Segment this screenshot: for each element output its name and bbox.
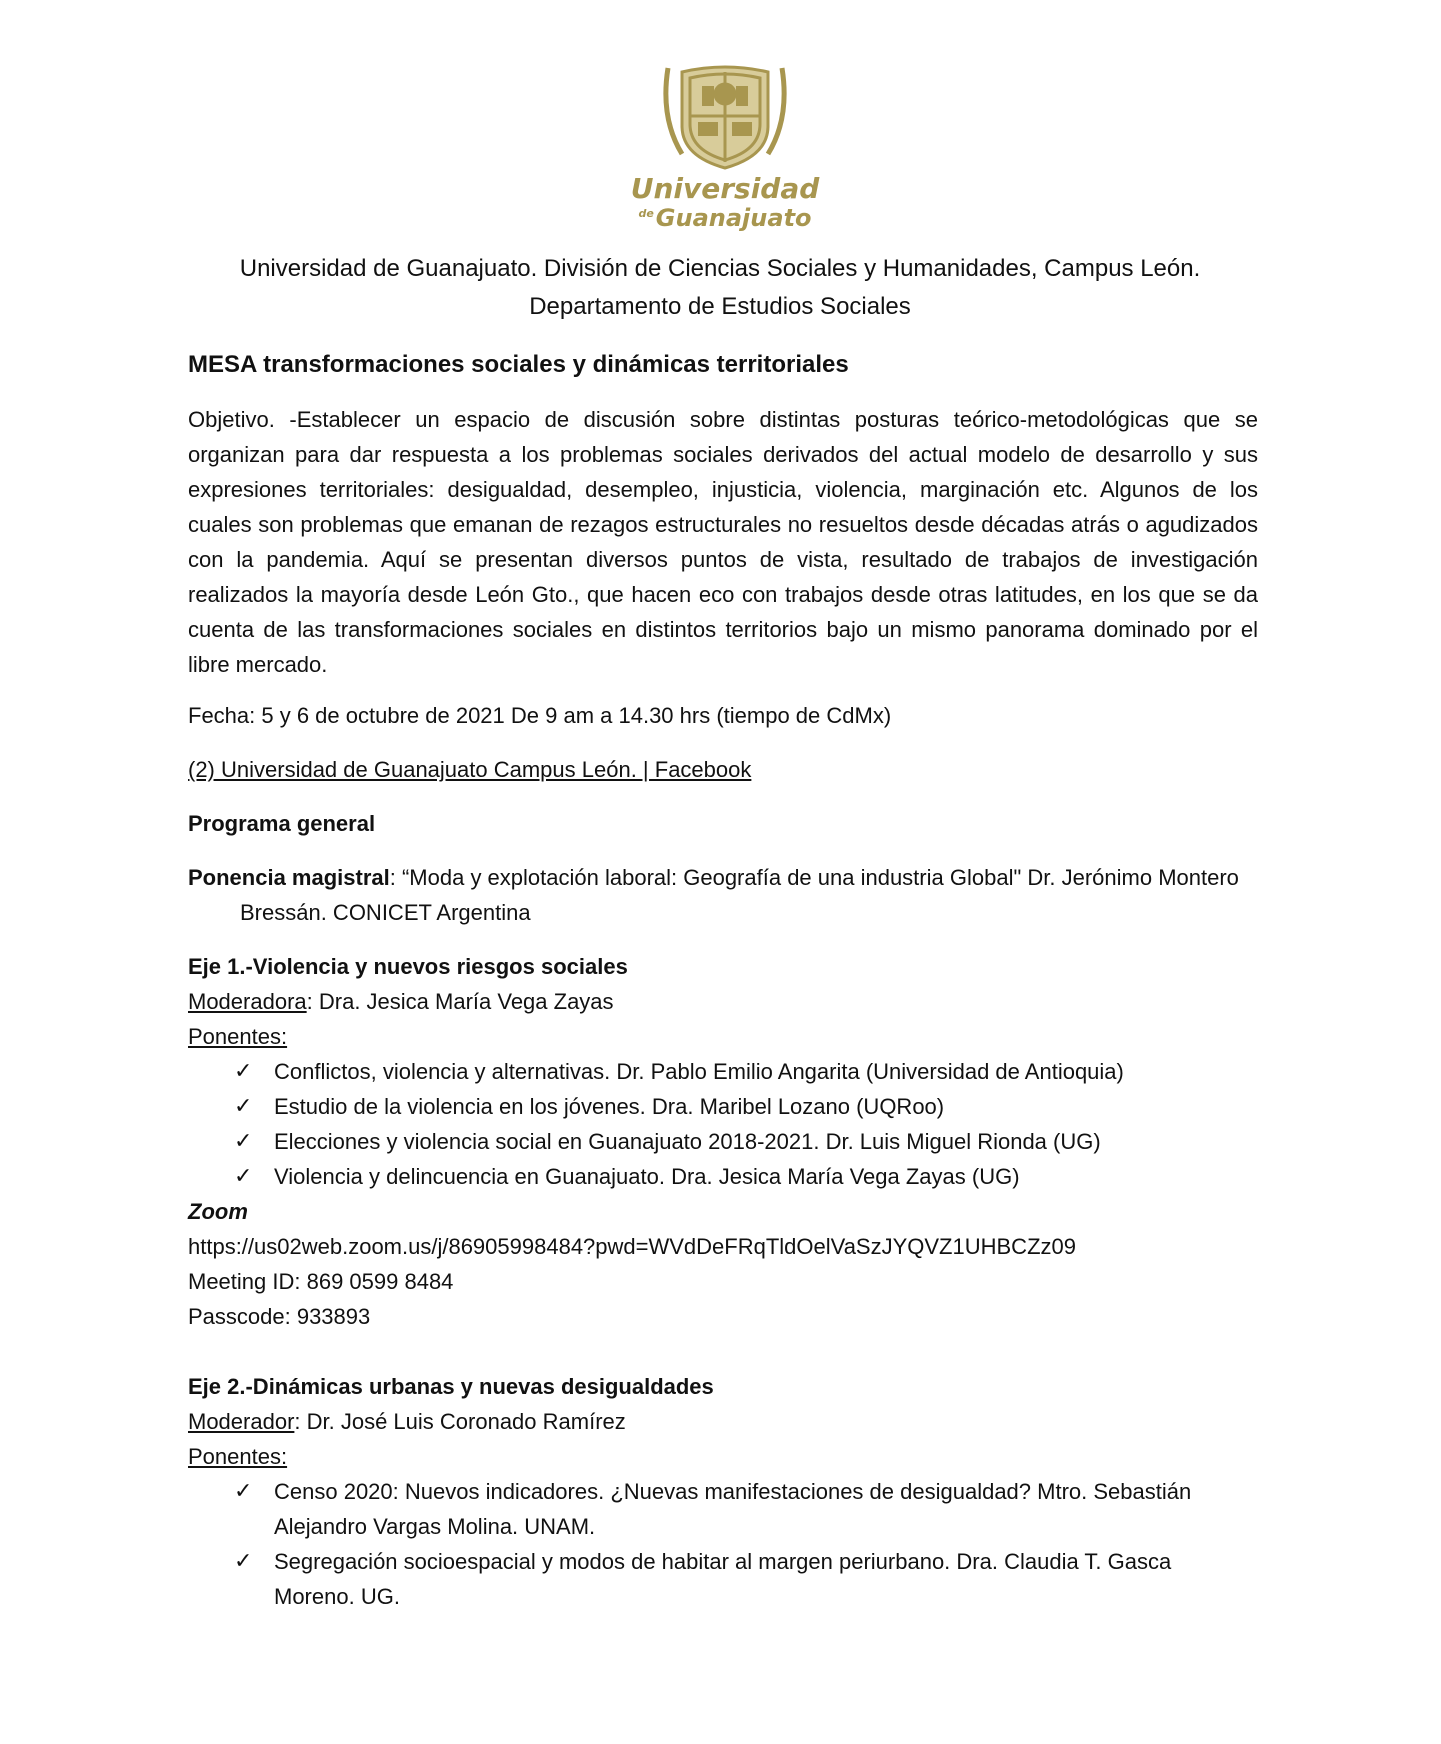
section-spacer (188, 1334, 1258, 1369)
facebook-link[interactable]: (2) Universidad de Guanajuato Campus León. | Facebook (188, 757, 752, 782)
list-item-text: Conflictos, violencia y alternativas. Dr. Pablo Emilio Angarita (Universidad de Antioquia) (274, 1059, 1124, 1084)
zoom-url[interactable]: https://us02web.zoom.us/j/86905998484?pwd=WVdDeFRqTldOelVaSzJYQVZ1UHBCZz09 (188, 1234, 1076, 1259)
list-item (234, 1054, 1258, 1089)
checkmark-icon: ✓ (234, 1094, 253, 1119)
mesa-title: MESA transformaciones sociales y dinámicas territoriales (188, 351, 849, 378)
moderator-label: Moderadora (188, 989, 307, 1014)
moderator-name: : Dr. José Luis Coronado Ramírez (294, 1409, 626, 1434)
eje-1-ponentes-label: Ponentes: (188, 1024, 288, 1049)
ponencia-magistral (188, 860, 1258, 930)
university-shield-icon (620, 58, 830, 173)
logo-wordmark-de: de (638, 207, 654, 220)
eje-2-ponentes-list (188, 1474, 1258, 1614)
institution-line-2: Departamento de Estudios Sociales (529, 293, 911, 320)
checkmark-icon: ✓ (234, 1164, 253, 1189)
checkmark-icon: ✓ (234, 1129, 253, 1154)
zoom-meeting-id: Meeting ID: 869 0599 8484 (188, 1269, 454, 1294)
list-item-text: Violencia y delincuencia en Guanajuato. Dra. Jesica María Vega Zayas (UG) (274, 1164, 1020, 1189)
list-item-text: Estudio de la violencia en los jóvenes. Dra. Maribel Lozano (UQRoo) (274, 1094, 945, 1119)
zoom-passcode: Passcode: 933893 (188, 1304, 371, 1329)
list-item (234, 1474, 1258, 1544)
list-item-text: Elecciones y violencia social en Guanajuato 2018-2021. Dr. Luis Miguel Rionda (UG) (274, 1129, 1101, 1154)
list-item-text: Censo 2020: Nuevos indicadores. ¿Nuevas manifestaciones de desigualdad? Mtro. Sebastián Alejandro Vargas Molina. UNAM. (274, 1479, 1192, 1539)
checkmark-icon: ✓ (234, 1549, 253, 1574)
institution-line-1: Universidad de Guanajuato. División de Ciencias Sociales y Humanidades, Campus León. (239, 255, 1201, 282)
eje-1-title: Eje 1.-Violencia y nuevos riesgos sociales (188, 954, 628, 979)
logo-wordmark-guanajuato-text: Guanajuato (655, 204, 812, 232)
logo-wordmark-guanajuato (620, 200, 830, 232)
university-logo (620, 58, 830, 233)
objective-paragraph: Objetivo. -Establecer un espacio de discusión sobre distintas posturas teórico-metodológicas que se organizan para dar respuesta a los problemas sociales derivados del actual modelo de desarrollo y sus expresiones territoriales: desigualdad, desempleo, injusticia, violencia, marginación etc. Algunos de los cuales son problemas que emanan de rezagos estructurales no resueltos desde décadas atrás o agudizados con la pandemia. Aquí se presentan diversos puntos de vista, resultado de trabajos de investigación realizados la mayoría desde León Gto., que hacen eco con trabajos desde otras latitudes, en los que se da cuenta de las transformaciones sociales en distintos territorios bajo un mismo panorama dominado por el libre mercado. (188, 407, 1258, 677)
eje-2-title: Eje 2.-Dinámicas urbanas y nuevas desigualdades (188, 1374, 714, 1399)
checkmark-icon: ✓ (234, 1059, 253, 1084)
moderator-name: : Dra. Jesica María Vega Zayas (306, 989, 614, 1014)
document-body (188, 346, 1258, 1614)
eje-1-section (188, 949, 1258, 1334)
programa-general-heading: Programa general (188, 811, 376, 836)
eje-1-moderator (188, 984, 1258, 1019)
checkmark-icon: ✓ (234, 1479, 253, 1504)
moderator-label: Moderador (188, 1409, 295, 1434)
list-item-text: Segregación socioespacial y modos de habitar al margen periurbano. Dra. Claudia T. Gasca Moreno. UG. (274, 1549, 1172, 1609)
ponencia-text: : “Moda y explotación laboral: Geografía de una industria Global" Dr. Jerónimo Montero Bressán. CONICET Argentina (240, 865, 1239, 925)
eje-2-ponentes-label: Ponentes: (188, 1444, 288, 1469)
logo-wordmark-universidad: Universidad (630, 172, 820, 205)
list-item (234, 1159, 1258, 1194)
zoom-label: Zoom (188, 1199, 248, 1224)
eje-1-ponentes-list (188, 1054, 1258, 1194)
institution-header (120, 250, 1320, 326)
ponencia-label: Ponencia magistral (188, 865, 390, 890)
eje-2-section (188, 1369, 1258, 1614)
list-item (234, 1124, 1258, 1159)
event-date: Fecha: 5 y 6 de octubre de 2021 De 9 am a 14.30 hrs (tiempo de CdMx) (188, 703, 892, 728)
list-item (234, 1089, 1258, 1124)
list-item (234, 1544, 1258, 1614)
eje-2-moderator (188, 1404, 1258, 1439)
